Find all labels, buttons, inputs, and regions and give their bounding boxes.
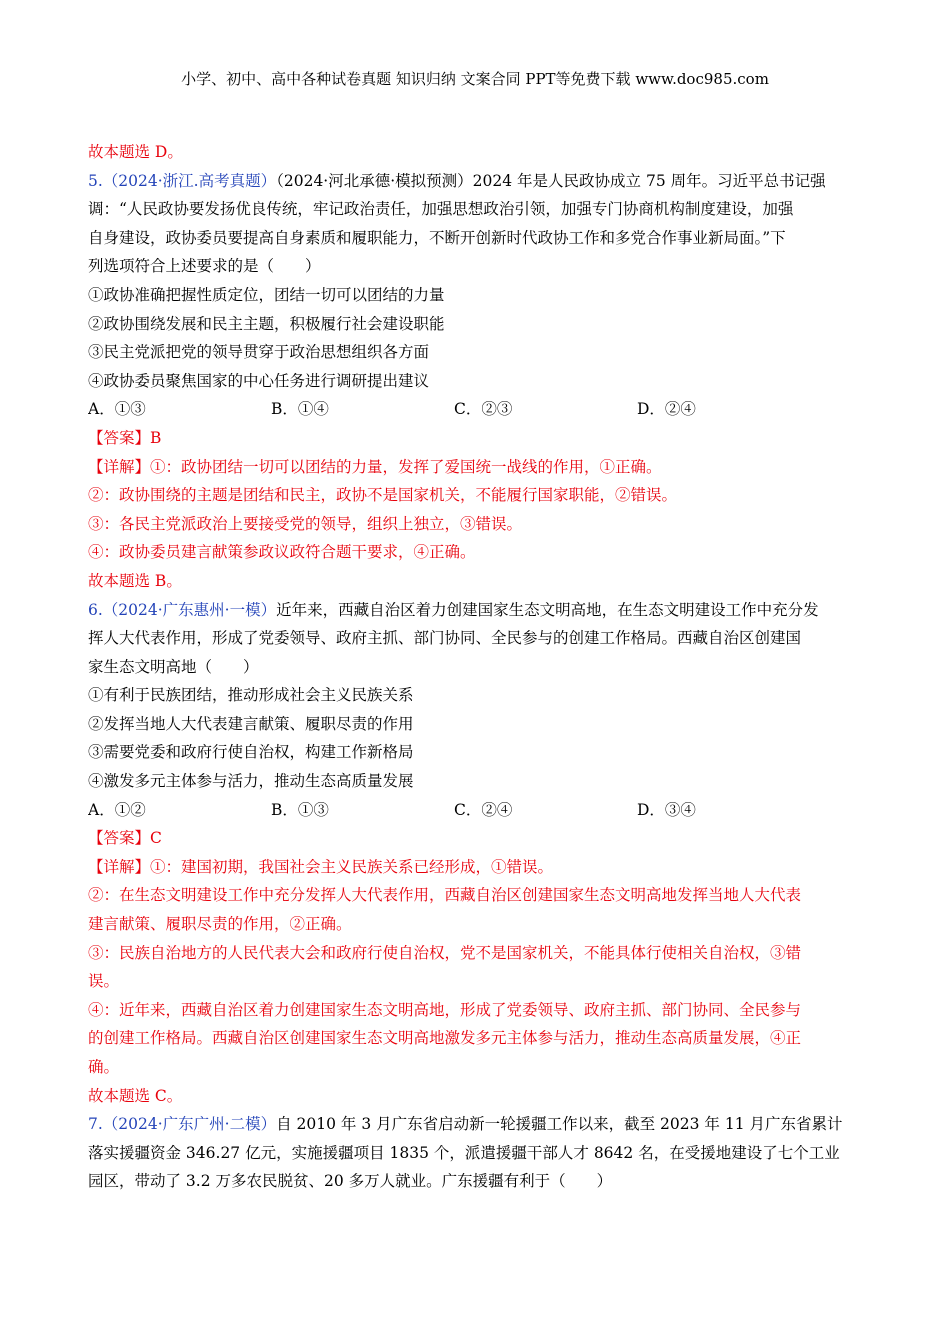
choice-b: B．①③ [271, 800, 329, 819]
question-source: （2024·广东广州·二模） [102, 1115, 277, 1134]
explanation-line: 误。 [88, 972, 120, 991]
choice-b: B．①④ [271, 400, 329, 419]
document-body [88, 138, 868, 1196]
statement-item: ④政协委员聚焦国家的中心任务进行调研提出建议 [88, 371, 430, 390]
page-header: 小学、初中、高中各种试卷真题 知识归纳 文案合同 PPT等免费下载 www.doc985.com [181, 70, 769, 88]
question-stem: 调：“人民政协要发扬优良传统，牢记政治责任，加强思想政治引领，加强专门协商机构制度建设，加强 [88, 200, 794, 219]
explanation-line: 建言献策、履职尽责的作用，②正确。 [88, 915, 352, 934]
choice-options [88, 395, 868, 424]
question-5 [88, 167, 868, 596]
question-stem: 自身建设，政协委员要提高自身素质和履职能力，不断开创新时代政协工作和多党合作事业新局面。”下 [88, 228, 786, 247]
explanation-line: 确。 [88, 1058, 120, 1076]
choice-c: C．②③ [454, 400, 513, 419]
question-stem: （2024·河北承德·模拟预测）2024 年是人民政协成立 75 周年。习近平总书记强 [276, 171, 826, 190]
question-7 [88, 1110, 868, 1196]
statement-item: ③需要党委和政府行使自治权，构建工作新格局 [88, 743, 414, 762]
choice-a: A．①③ [88, 400, 146, 419]
question-source: （2024·浙江.高考真题） [102, 171, 277, 190]
question-6 [88, 596, 868, 1111]
explanation-line: ②：政协围绕的主题是团结和民主，政协不是国家机关，不能履行国家职能，②错误。 [88, 486, 678, 505]
question-stem: 园区，带动了 3.2 万多农民脱贫、20 多万人就业。广东援疆有利于（ ） [88, 1172, 613, 1191]
explanation-line: ④：政协委员建言献策参政议政符合题干要求，④正确。 [88, 543, 476, 562]
explanation-line: ②：在生态文明建设工作中充分发挥人大代表作用，西藏自治区创建国家生态文明高地发挥当地人大代表 [88, 886, 802, 905]
question-stem: 近年来，西藏自治区着力创建国家生态文明高地，在生态文明建设工作中充分发 [276, 600, 819, 619]
answer: 【答案】B [88, 428, 162, 447]
explanation-line: 【详解】①：建国初期，我国社会主义民族关系已经形成，①错误。 [88, 857, 554, 876]
question-number: 7. [88, 1115, 103, 1134]
choice-a: A．①② [88, 800, 146, 819]
statement-item: ③民主党派把党的领导贯穿于政治思想组织各方面 [88, 343, 430, 362]
question-number: 6. [88, 600, 103, 619]
choice-d: D．②④ [637, 400, 696, 419]
explanation-line: ③：各民主党派政治上要接受党的领导，组织上独立，③错误。 [88, 514, 523, 533]
explanation-line: ④：近年来，西藏自治区着力创建国家生态文明高地，形成了党委领导、政府主抓、部门协同、全民参与 [88, 1000, 802, 1019]
question-stem: 家生态文明高地（ ） [88, 657, 259, 676]
statement-item: ①政协准确把握性质定位，团结一切可以团结的力量 [88, 285, 445, 304]
question-stem: 落实援疆资金 346.27 亿元，实施援疆项目 1835 个，派遣援疆干部人才 8642 名，在受援地建设了七个工业 [88, 1143, 840, 1162]
statement-item: ④激发多元主体参与活力，推动生态高质量发展 [88, 772, 414, 791]
question-stem: 列选项符合上述要求的是（ ） [88, 257, 321, 276]
statement-item: ②发挥当地人大代表建言献策、履职尽责的作用 [88, 714, 414, 733]
question-number: 5. [88, 171, 103, 190]
prev-question-conclusion: 故本题选 D。 [88, 143, 183, 161]
question-stem: 自 2010 年 3 月广东省启动新一轮援疆工作以来，截至 2023 年 11 月广东省累计 [276, 1115, 843, 1134]
question-source: （2024·广东惠州·一模） [102, 600, 277, 619]
choice-options [88, 796, 868, 825]
conclusion: 故本题选 B。 [88, 571, 182, 590]
explanation-line: 【详解】①：政协团结一切可以团结的力量，发挥了爱国统一战线的作用，①正确。 [88, 457, 662, 476]
question-stem: 挥人大代表作用，形成了党委领导、政府主抓、部门协同、全民参与的创建工作格局。西藏自治区创建国 [88, 629, 802, 648]
explanation-line: 的创建工作格局。西藏自治区创建国家生态文明高地激发多元主体参与活力，推动生态高质量发展，④正 [88, 1029, 802, 1048]
answer: 【答案】C [88, 829, 162, 848]
statement-item: ②政协围绕发展和民主主题，积极履行社会建设职能 [88, 314, 445, 333]
explanation-line: ③：民族自治地方的人民代表大会和政府行使自治权，党不是国家机关，不能具体行使相关自治权，③错 [88, 943, 802, 962]
conclusion: 故本题选 C。 [88, 1086, 183, 1105]
choice-d: D．③④ [637, 800, 696, 819]
statement-item: ①有利于民族团结，推动形成社会主义民族关系 [88, 686, 414, 705]
choice-c: C．②④ [454, 800, 513, 819]
